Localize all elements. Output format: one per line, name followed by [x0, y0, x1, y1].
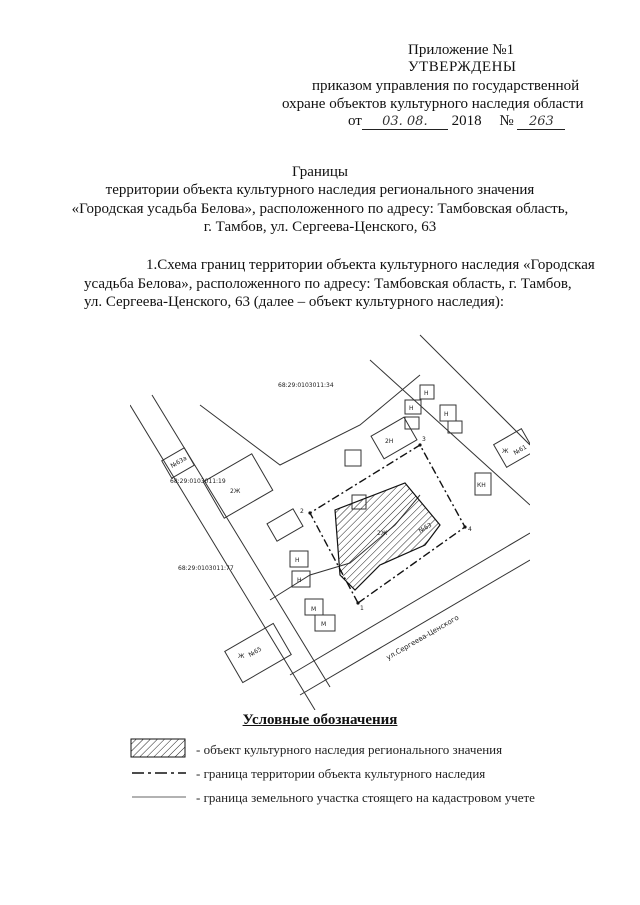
street-line: [420, 335, 530, 445]
legend-item-territory: - граница территории объекта культурного наследия: [196, 766, 486, 781]
legend-item-parcel: - граница земельного участка стоящего на кадастровом учете: [196, 790, 535, 805]
building-label-2zh: 2Ж: [230, 488, 241, 495]
date-year: 2018: [451, 113, 482, 129]
point-label-1: 1: [360, 605, 364, 612]
building-label-2n: 2Н: [385, 438, 394, 445]
building-label-kn: КН: [477, 482, 486, 489]
legend-dash-swatch: [130, 768, 188, 778]
building-label-n: Н: [409, 405, 414, 412]
boundary-point: [308, 511, 311, 514]
legend-thin-swatch: [130, 792, 188, 802]
boundary-scheme-map: [130, 315, 530, 710]
cadastral-number: 68:29:0103011:19: [170, 478, 226, 485]
building-label-n: Н: [297, 577, 302, 584]
order-date-line: [348, 113, 565, 130]
date-prefix: от: [348, 113, 362, 129]
boundary-point: [463, 525, 466, 528]
handwritten-number: 263: [517, 114, 565, 130]
title-line-1: Границы: [291, 164, 349, 180]
cadastral-number: 68:29:0103011:34: [278, 382, 334, 389]
title-line-3: «Городская усадьба Белова», расположенного по адресу: Тамбовская область,: [71, 201, 569, 217]
building-label-n: Н: [424, 390, 429, 397]
building-label-m: М: [321, 621, 327, 628]
building-label-heritage: 2Ж: [377, 530, 388, 537]
cadastral-number: 68:29:0103011:77: [178, 565, 234, 572]
order-line-1: приказом управления по государственной: [312, 78, 580, 94]
approved-label: УТВЕРЖДЕНЫ: [408, 59, 517, 75]
legend-item-heritage: - объект культурного наследия регионального значения: [196, 742, 503, 757]
house-number-61: №61: [512, 443, 529, 457]
point-label-3: 3: [422, 436, 426, 443]
street-line: [152, 395, 330, 687]
title-line-4: г. Тамбов, ул. Сергеева-Ценского, 63: [203, 219, 437, 235]
building-label-n: Н: [295, 557, 300, 564]
building-n: [267, 509, 303, 541]
street-label: ул.Сергеева-Ценского: [385, 613, 461, 662]
street-line: [130, 405, 315, 710]
appendix-label: Приложение №1: [408, 42, 515, 58]
heritage-object-building: [335, 483, 440, 590]
section1-line-2: усадьба Белова», расположенного по адресу: Тамбовская область, г. Тамбов,: [84, 276, 572, 292]
building-label-zh: Ж: [238, 653, 245, 660]
handwritten-date: 03. 08.: [362, 114, 448, 130]
section1-line-3: ул. Сергеева-Ценского, 63 (далее – объект культурного наследия):: [84, 294, 505, 310]
legend-hatch-swatch: [130, 738, 188, 760]
number-sign: №: [499, 113, 514, 129]
house-number-63a: №63а: [169, 454, 189, 470]
legend-title: Условные обозначения: [242, 712, 398, 728]
building-small: [345, 450, 361, 466]
point-label-2: 2: [300, 508, 304, 515]
point-label-4: 4: [468, 526, 472, 533]
house-number-63: №63: [417, 521, 434, 535]
boundary-point: [418, 443, 421, 446]
house-number-65: №65: [247, 645, 264, 659]
title-line-2: территории объекта культурного наследия регионального значения: [105, 182, 535, 198]
street-line: [290, 533, 530, 675]
building-label-n: Н: [444, 411, 449, 418]
boundary-point: [356, 601, 359, 604]
building-2zh: [203, 454, 272, 518]
order-line-2: охране объектов культурного наследия области: [282, 96, 584, 112]
building-label-zh: Ж: [502, 448, 509, 455]
building-n: [448, 421, 462, 433]
building-label-m: М: [311, 606, 317, 613]
building-2n: [371, 417, 417, 459]
section1-line-1: 1.Схема границ территории объекта культурного наследия «Городская: [146, 257, 595, 273]
